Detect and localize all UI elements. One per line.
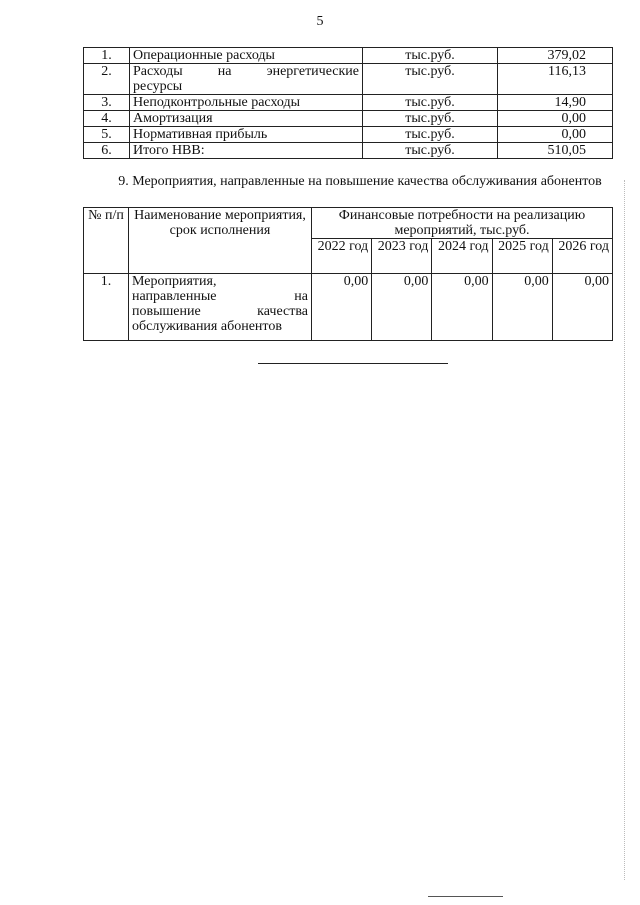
row-name-line: Мероприятия, bbox=[132, 274, 217, 289]
row-value: 0,00 bbox=[498, 127, 613, 143]
row-number: 6. bbox=[84, 143, 130, 159]
row-value: 0,00 bbox=[498, 111, 613, 127]
header-year: 2022 год bbox=[312, 239, 372, 274]
row-number: 5. bbox=[84, 127, 130, 143]
row-value: 0,00 bbox=[312, 274, 372, 341]
header-year: 2024 год bbox=[432, 239, 492, 274]
section-title: 9. Мероприятия, направленные на повышение качества обслуживания абонентов bbox=[118, 174, 602, 189]
row-unit: тыс.руб. bbox=[363, 143, 498, 159]
row-unit: тыс.руб. bbox=[363, 64, 498, 95]
row-value: 0,00 bbox=[432, 274, 492, 341]
scan-edge-mark bbox=[624, 180, 625, 880]
table-header-row bbox=[84, 208, 613, 239]
row-name-line: повышение качества bbox=[132, 304, 308, 319]
row-name: Операционные расходы bbox=[130, 48, 363, 64]
table-row bbox=[84, 274, 613, 341]
row-value: 0,00 bbox=[492, 274, 552, 341]
row-value: 379,02 bbox=[498, 48, 613, 64]
row-name: Итого НВВ: bbox=[130, 143, 363, 159]
row-number: 2. bbox=[84, 64, 130, 95]
page-number: 5 bbox=[316, 14, 324, 29]
row-value: 0,00 bbox=[372, 274, 432, 341]
row-name: Амортизация bbox=[130, 111, 363, 127]
table-row bbox=[84, 127, 613, 143]
row-name-line: направленные на bbox=[132, 289, 308, 304]
table-row bbox=[84, 143, 613, 159]
row-number: 1. bbox=[84, 48, 130, 64]
row-unit: тыс.руб. bbox=[363, 48, 498, 64]
header-finance: Финансовые потребности на реализацию мероприятий, тыс.руб. bbox=[312, 208, 613, 239]
table-row bbox=[84, 111, 613, 127]
measures-table bbox=[83, 207, 613, 341]
header-year: 2023 год bbox=[372, 239, 432, 274]
separator-line bbox=[258, 363, 448, 364]
row-unit: тыс.руб. bbox=[363, 127, 498, 143]
table-row bbox=[84, 48, 613, 64]
row-number: 4. bbox=[84, 111, 130, 127]
row-name-line: Расходы на энергетические bbox=[133, 64, 359, 79]
row-value: 0,00 bbox=[552, 274, 612, 341]
row-name: Нормативная прибыль bbox=[130, 127, 363, 143]
header-name: Наименование мероприятия, срок исполнения bbox=[129, 208, 312, 274]
row-number: 1. bbox=[84, 274, 129, 341]
row-name-line: ресурсы bbox=[133, 79, 183, 94]
row-value: 14,90 bbox=[498, 95, 613, 111]
table-row bbox=[84, 95, 613, 111]
footer-line bbox=[428, 896, 503, 897]
header-year: 2026 год bbox=[552, 239, 612, 274]
table-row bbox=[84, 64, 613, 95]
row-name-line: обслуживания абонентов bbox=[132, 319, 282, 334]
row-number: 3. bbox=[84, 95, 130, 111]
row-unit: тыс.руб. bbox=[363, 95, 498, 111]
row-value: 510,05 bbox=[498, 143, 613, 159]
row-name bbox=[129, 274, 312, 341]
row-name bbox=[130, 64, 363, 95]
expenses-table bbox=[83, 47, 613, 159]
row-name: Неподконтрольные расходы bbox=[130, 95, 363, 111]
row-value: 116,13 bbox=[498, 64, 613, 95]
row-unit: тыс.руб. bbox=[363, 111, 498, 127]
header-number: № п/п bbox=[84, 208, 129, 274]
header-year: 2025 год bbox=[492, 239, 552, 274]
